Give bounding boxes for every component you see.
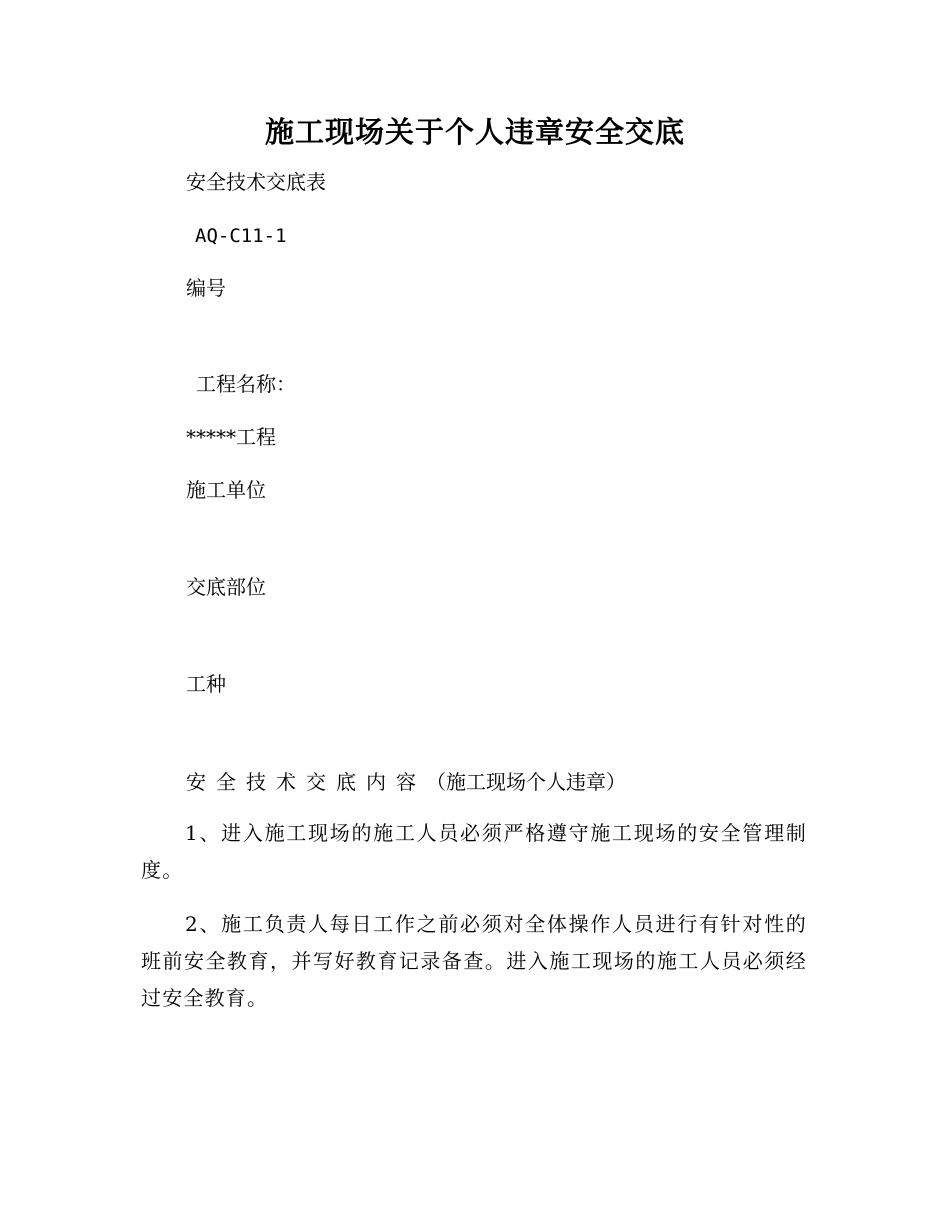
form-name: 安全技术交底表	[186, 170, 326, 194]
location-label: 交底部位	[186, 575, 266, 599]
content-heading-suffix: （施工现场个人违章）	[426, 770, 626, 794]
trade-label: 工种	[186, 672, 226, 696]
project-name-value: *****工程	[186, 425, 276, 449]
number-label: 编号	[186, 276, 226, 300]
project-name-label: 工程名称：	[196, 372, 296, 396]
content-heading	[186, 767, 626, 797]
document-title: 施工现场关于个人违章安全交底	[264, 115, 685, 149]
form-code: AQ-C11-1	[195, 225, 287, 247]
contractor-label: 施工单位	[186, 478, 266, 502]
paragraph-2: 2、施工负责人每日工作之前必须对全体操作人员进行有针对性的班前安全教育，并写好教育记录备查。进入施工现场的施工人员必须经过安全教育。	[141, 912, 807, 1010]
content-heading-main: 安全技术交底内容	[186, 770, 426, 794]
paragraph-1: 1、进入施工现场的施工人员必须严格遵守施工现场的安全管理制度。	[141, 821, 807, 882]
